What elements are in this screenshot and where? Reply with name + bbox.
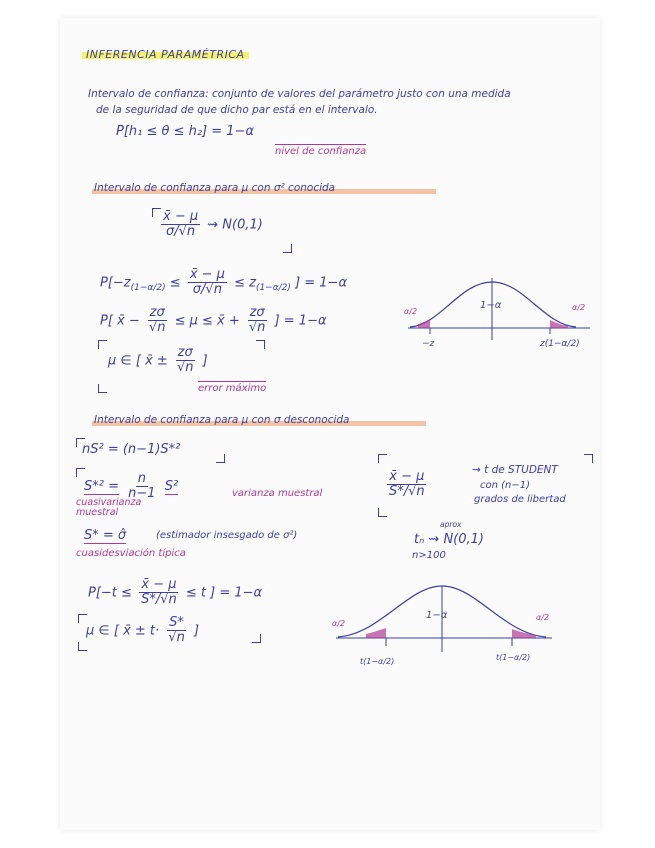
- bracket: [256, 340, 265, 349]
- right-tail-shade: [512, 629, 536, 638]
- quasivariance-formula: S*² = $\frac{n}{n-1}$ S²: [84, 471, 179, 502]
- notebook-page: [60, 18, 600, 830]
- bracket: [216, 454, 225, 463]
- normal-curve-diagram: [400, 270, 600, 360]
- formula-t-probability: P[−t ≤ $\frac{x̄ - \mu}{S*/√n}$ ≤ t ] = 1−α: [88, 577, 263, 608]
- right-tail-shade: [550, 320, 568, 328]
- t-approx-normal: tₙ ⇝ N(0,1): [414, 532, 484, 547]
- t-df-label-2: grados de libertad: [474, 494, 566, 505]
- curve1-center-label: 1−α: [480, 300, 502, 311]
- t-statistic: $\frac{x̄ - \mu}{S*/√n}$: [389, 469, 425, 500]
- t-curve-diagram: [330, 576, 560, 676]
- formula-t-interval: μ ∈ [ x̄ ± t· $\frac{S*}{√n}$ ]: [86, 615, 200, 646]
- section1-heading: Intervalo de confianza para μ con σ² conocida: [92, 182, 436, 194]
- bracket: [283, 244, 292, 253]
- bracket: [98, 384, 107, 393]
- formula-mu-membership: μ ∈ [ x̄ ± $\frac{z\sigma}{√n}$ ]: [108, 345, 208, 376]
- approx-note: aprox: [440, 520, 462, 529]
- curve2-left-tail-label: α/2: [332, 619, 346, 628]
- curve2-left-tick: t(1−α/2): [360, 657, 395, 666]
- curve1-left-tick: −z: [422, 339, 435, 349]
- confidence-level-label: nivel de confianza: [275, 146, 367, 157]
- quasi-std-formula: S* = σ̂: [84, 528, 127, 543]
- quasi-std-label: cuasidesviación típica: [76, 548, 186, 559]
- intro-line-1: Intervalo de confianza: conjunto de valores del parámetro justo con una medida: [88, 88, 511, 100]
- formula-z-interval: $P[-z_{(1-\alpha/2)}$ ≤ $\frac{x̄ - \mu}{\sigma/√n}$ ≤ $z_{(1-\alpha/2)}$ ] = 1−α: [100, 267, 348, 298]
- intro-line-2: de la seguridad de que dicho par está en el intervalo.: [96, 104, 378, 116]
- variance-relation: nS² = (n−1)S*²: [82, 442, 181, 457]
- n-condition: n>100: [412, 550, 446, 561]
- page-title: INFERENCIA PARAMÉTRICA: [82, 48, 249, 61]
- curve1-right-tail-label: α/2: [572, 303, 586, 312]
- curve1-left-tail-label: α/2: [404, 307, 418, 316]
- bracket: [378, 454, 387, 463]
- sample-variance-label: varianza muestral: [232, 488, 323, 499]
- bracket: [98, 340, 107, 349]
- section2-heading: Intervalo de confianza para μ con σ desconocida: [92, 414, 426, 426]
- t-student-label: ⇝ t de STUDENT: [472, 464, 558, 476]
- curve2-right-tick: t(1−α/2): [496, 653, 531, 662]
- curve2-right-tail-label: α/2: [536, 613, 550, 622]
- unbiased-estimator-note: (estimador insesgado de σ²): [156, 530, 298, 541]
- bracket: [378, 508, 387, 517]
- left-tail-shade: [418, 319, 430, 328]
- intro-formula: P[h₁ ≤ θ ≤ h₂] = 1−α: [116, 124, 255, 139]
- max-error-label: error máximo: [198, 383, 267, 394]
- curve2-center-label: 1−α: [426, 610, 448, 621]
- formula-mu-interval: P[ x̄ − $\frac{z\sigma}{√n}$ ≤ μ ≤ x̄ + $\frac{z\sigma}{√n}$ ] = 1−α: [100, 305, 327, 336]
- curve1-right-tick: z(1−α/2): [540, 339, 580, 349]
- bracket: [252, 634, 261, 643]
- left-tail-shade: [366, 628, 386, 638]
- bracket: [584, 454, 593, 463]
- t-df-label: con (n−1): [480, 480, 531, 491]
- quasivariance-label: cuasivarianza muestral: [76, 497, 142, 519]
- standardization: $\frac{x̄ - \mu}{\sigma/√n}$ ⇝ N(0,1): [163, 209, 263, 240]
